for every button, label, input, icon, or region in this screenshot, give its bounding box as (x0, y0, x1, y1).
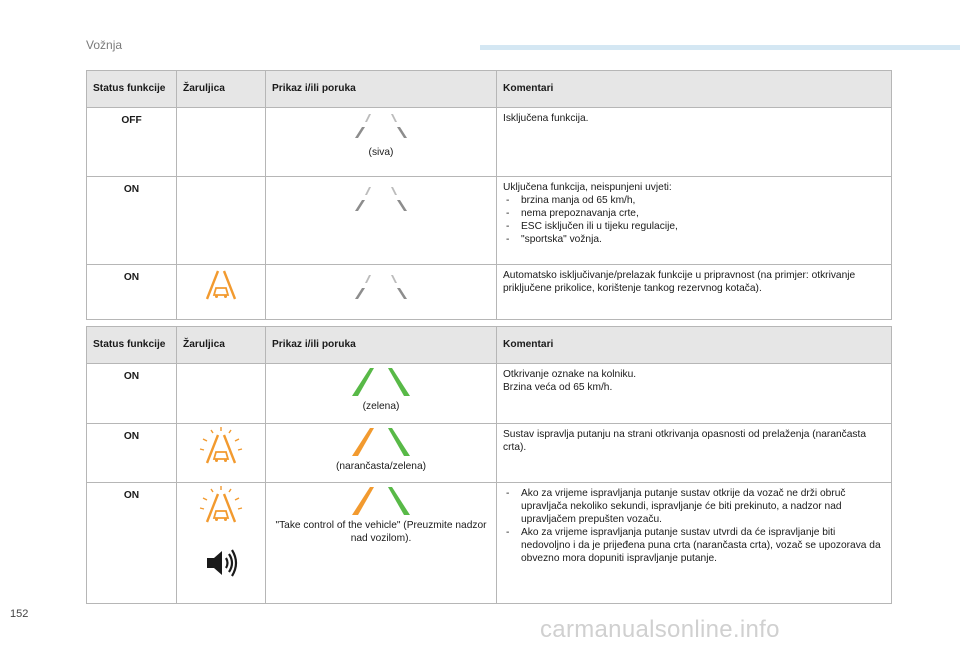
comment-line: Otkrivanje oznake na kolniku. (503, 369, 637, 380)
table-row (87, 424, 892, 483)
lane-gray-icon (331, 108, 431, 146)
status-cell: ON (87, 265, 177, 320)
header-lamp: Žaruljica (177, 327, 266, 364)
table-row (87, 265, 892, 320)
header-comment: Komentari (497, 327, 892, 364)
comment-cell (497, 364, 892, 424)
table-row (87, 364, 892, 424)
display-cell (266, 483, 497, 604)
display-cell (266, 108, 497, 177)
table-header-row (87, 71, 892, 108)
lane-warning-lamp-icon (201, 269, 241, 303)
lane-warning-flashing-icon (199, 486, 243, 526)
display-cell (266, 177, 497, 265)
lane-warning-flashing-icon (199, 427, 243, 467)
lamp-cell (177, 364, 266, 424)
lamp-cell (177, 177, 266, 265)
status-cell: ON (87, 424, 177, 483)
status-table-2 (86, 326, 892, 604)
display-caption: (siva) (368, 147, 394, 158)
comment-cell (497, 483, 892, 604)
table-row (87, 483, 892, 604)
comment-cell (497, 177, 892, 265)
comment-line: Brzina veća od 65 km/h. (503, 382, 613, 393)
status-cell: ON (87, 364, 177, 424)
comment-intro: Uključena funkcija, neispunjeni uvjeti: (503, 182, 672, 193)
lamp-cell (177, 108, 266, 177)
header-comment: Komentari (497, 71, 892, 108)
display-cell (266, 424, 497, 483)
comment-cell: Sustav ispravlja putanju na strani otkrivanja opasnosti od prelaženja (narančasta crta). (497, 424, 892, 483)
lamp-cell (177, 265, 266, 320)
status-cell: OFF (87, 108, 177, 177)
list-item: - "sportska" vožnja. (503, 233, 885, 246)
status-cell: ON (87, 483, 177, 604)
display-caption: (narančasta/zelena) (335, 461, 427, 472)
status-cell: ON (87, 177, 177, 265)
lane-orange-icon (331, 426, 431, 460)
status-table-1 (86, 70, 892, 320)
comment-cell: Isključena funkcija. (497, 108, 892, 177)
table-header-row (87, 327, 892, 364)
list-item: - brzina manja od 65 km/h, (503, 194, 885, 207)
lamp-cell (177, 483, 266, 604)
table-row (87, 177, 892, 265)
list-item: - nema prepoznavanja crte, (503, 207, 885, 220)
watermark: carmanualsonline.info (540, 616, 780, 643)
page-number: 152 (10, 608, 29, 620)
condition-list (503, 194, 885, 246)
display-message: "Take control of the vehicle" (Preuzmite nadzor nad vozilom). (275, 520, 487, 544)
comment-cell: Automatsko isključivanje/prelazak funkcije u pripravnost (na primjer: otkrivanje priključene prikolice, korištenje tankog rezervnog kotača). (497, 265, 892, 320)
list-item: - ESC isključen ili u tijeku regulacije, (503, 220, 885, 233)
header-status: Status funkcije (87, 327, 177, 364)
display-cell (266, 364, 497, 424)
list-item: - Ako za vrijeme ispravljanja putanje sustav utvrdi da će ispravljanje biti nedovoljno i da je prijeđena puna crta (narančasta crta), vozač se upozorava da obvezno mora dopuniti ispravljanje putanje. (503, 526, 885, 565)
section-title: Vožnja (86, 38, 123, 52)
speaker-icon (201, 548, 241, 578)
lamp-cell (177, 424, 266, 483)
display-cell (266, 265, 497, 320)
header-display: Prikaz i/ili poruka (266, 71, 497, 108)
list-item: - Ako za vrijeme ispravljanja putanje sustav otkrije da vozač ne drži obruč upravljača nekoliko sekundi, ispravljanje će biti prekinuto, a nadzor nad upravljačem prepušten vozaču. (503, 487, 885, 526)
lane-gray-icon (331, 271, 431, 311)
table-row (87, 108, 892, 177)
header-display: Prikaz i/ili poruka (266, 327, 497, 364)
lane-green-icon (331, 366, 431, 400)
warning-list (503, 487, 885, 565)
display-caption: (zelena) (362, 401, 400, 412)
header-bar (480, 45, 960, 50)
header-status: Status funkcije (87, 71, 177, 108)
lane-gray-icon (331, 183, 431, 223)
lane-orange-icon (331, 485, 431, 519)
header-lamp: Žaruljica (177, 71, 266, 108)
